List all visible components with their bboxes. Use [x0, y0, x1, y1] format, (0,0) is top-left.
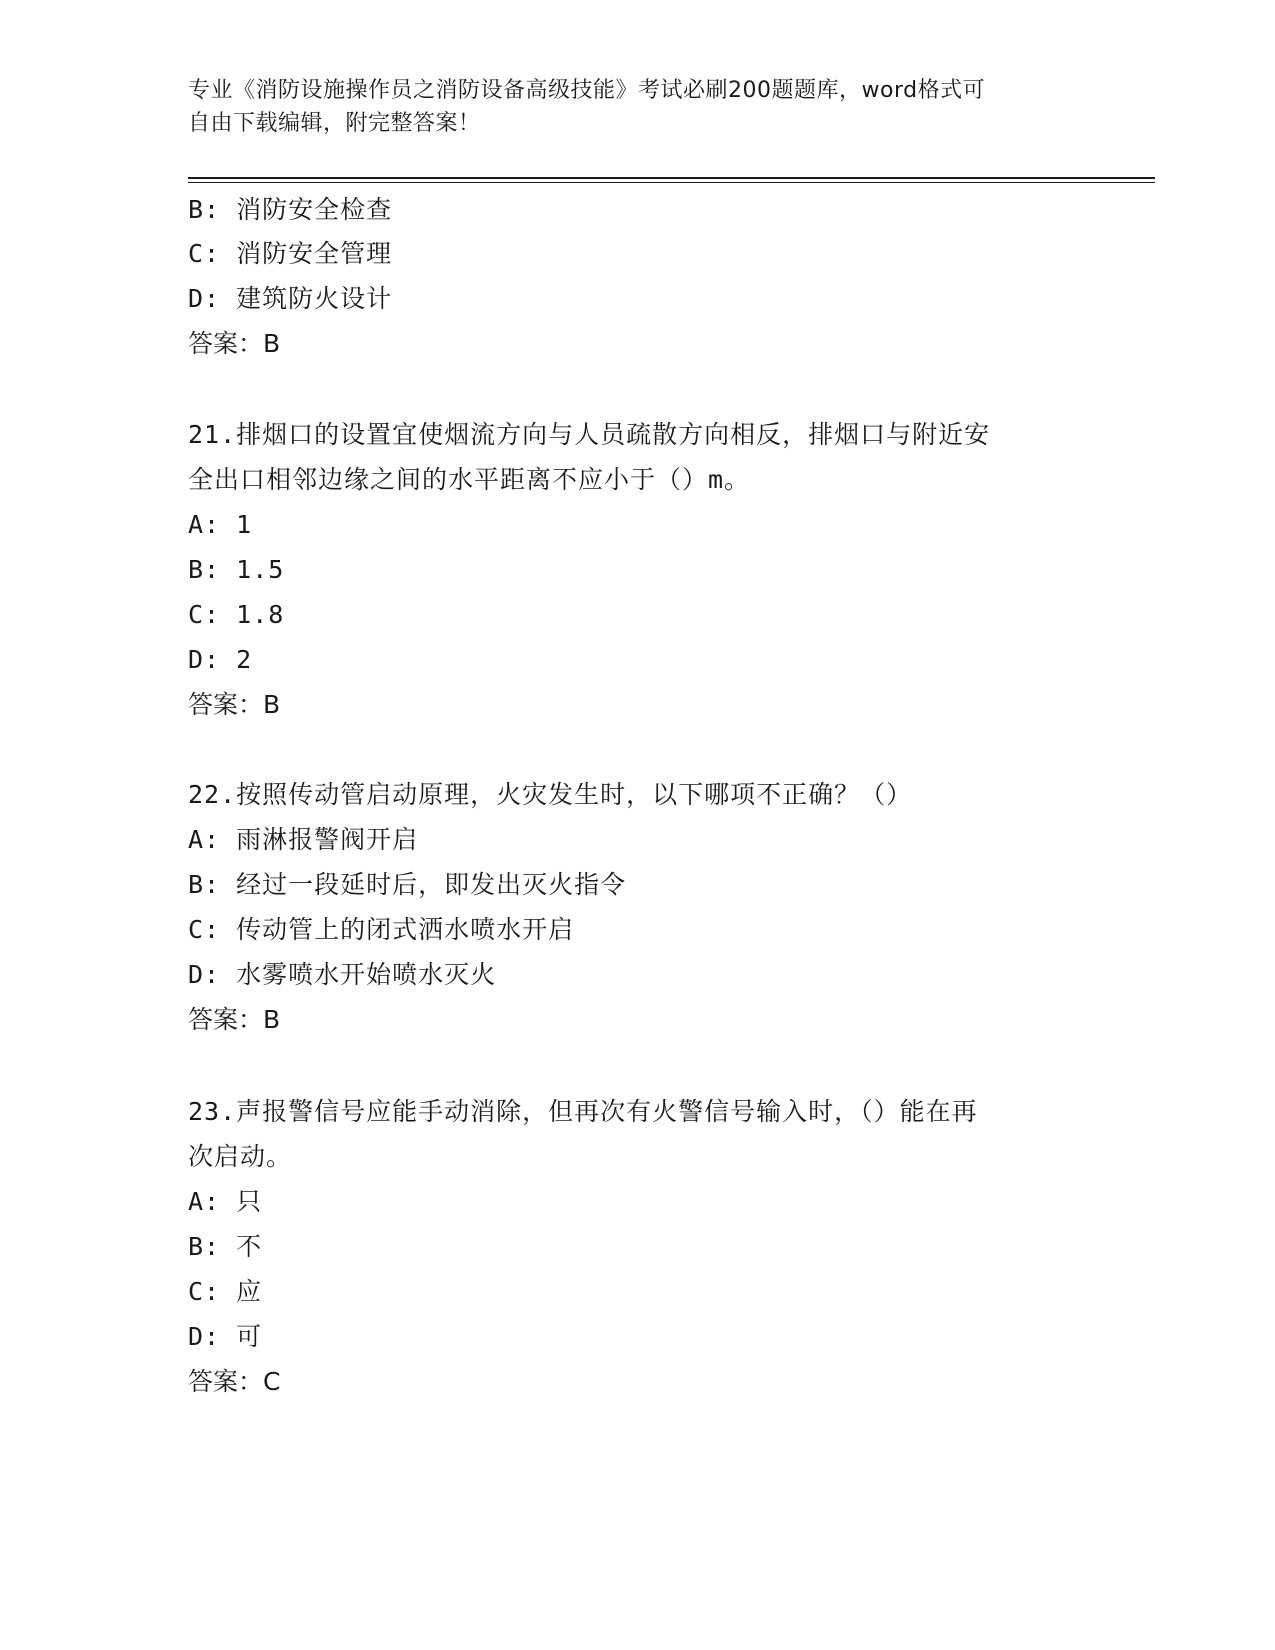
q22-option-a: A: 雨淋报警阀开启 [188, 825, 419, 854]
q23-stem-line-1: 23.声报警信号应能手动消除，但再次有火警信号输入时，（）能在再 [188, 1097, 978, 1126]
q21-option-c: C: 1.8 [188, 600, 285, 629]
q21-option-d: D: 2 [188, 645, 253, 674]
q21-stem-line-1: 21.排烟口的设置宜使烟流方向与人员疏散方向相反，排烟口与附近安 [188, 420, 991, 449]
prev-option-d: D: 建筑防火设计 [188, 284, 393, 313]
q22-option-b: B: 经过一段延时后，即发出灭火指令 [188, 870, 627, 899]
prev-option-c: C: 消防安全管理 [188, 239, 393, 268]
document-header [188, 74, 1068, 140]
prev-answer: 答案：B [188, 329, 281, 358]
header-line-1: 专业《消防设施操作员之消防设备高级技能》考试必刷200题题库，word格式可 [188, 78, 986, 103]
q23-option-d: D: 可 [188, 1322, 263, 1351]
q22-stem-line-1: 22.按照传动管启动原理，火灾发生时，以下哪项不正确？（） [188, 780, 913, 809]
q22-option-d: D: 水雾喷水开始喷水灭火 [188, 960, 497, 989]
header-divider-thick [188, 177, 1155, 179]
q22-option-c: C: 传动管上的闭式洒水喷水开启 [188, 915, 575, 944]
prev-option-b: B: 消防安全检查 [188, 195, 393, 224]
q23-option-a: A: 只 [188, 1187, 263, 1216]
q21-stem-line-2: 全出口相邻边缘之间的水平距离不应小于（）m。 [188, 465, 751, 494]
header-line-2: 自由下载编辑，附完整答案！ [188, 111, 481, 136]
q21-answer: 答案：B [188, 690, 281, 719]
q23-stem-line-2: 次启动。 [188, 1142, 293, 1171]
q23-option-c: C: 应 [188, 1277, 263, 1306]
header-divider-thin [188, 182, 1155, 183]
q21-option-b: B: 1.5 [188, 555, 285, 584]
q21-option-a: A: 1 [188, 510, 253, 539]
q22-answer: 答案：B [188, 1005, 281, 1034]
q23-answer: 答案：C [188, 1367, 281, 1396]
q23-option-b: B: 不 [188, 1232, 263, 1261]
